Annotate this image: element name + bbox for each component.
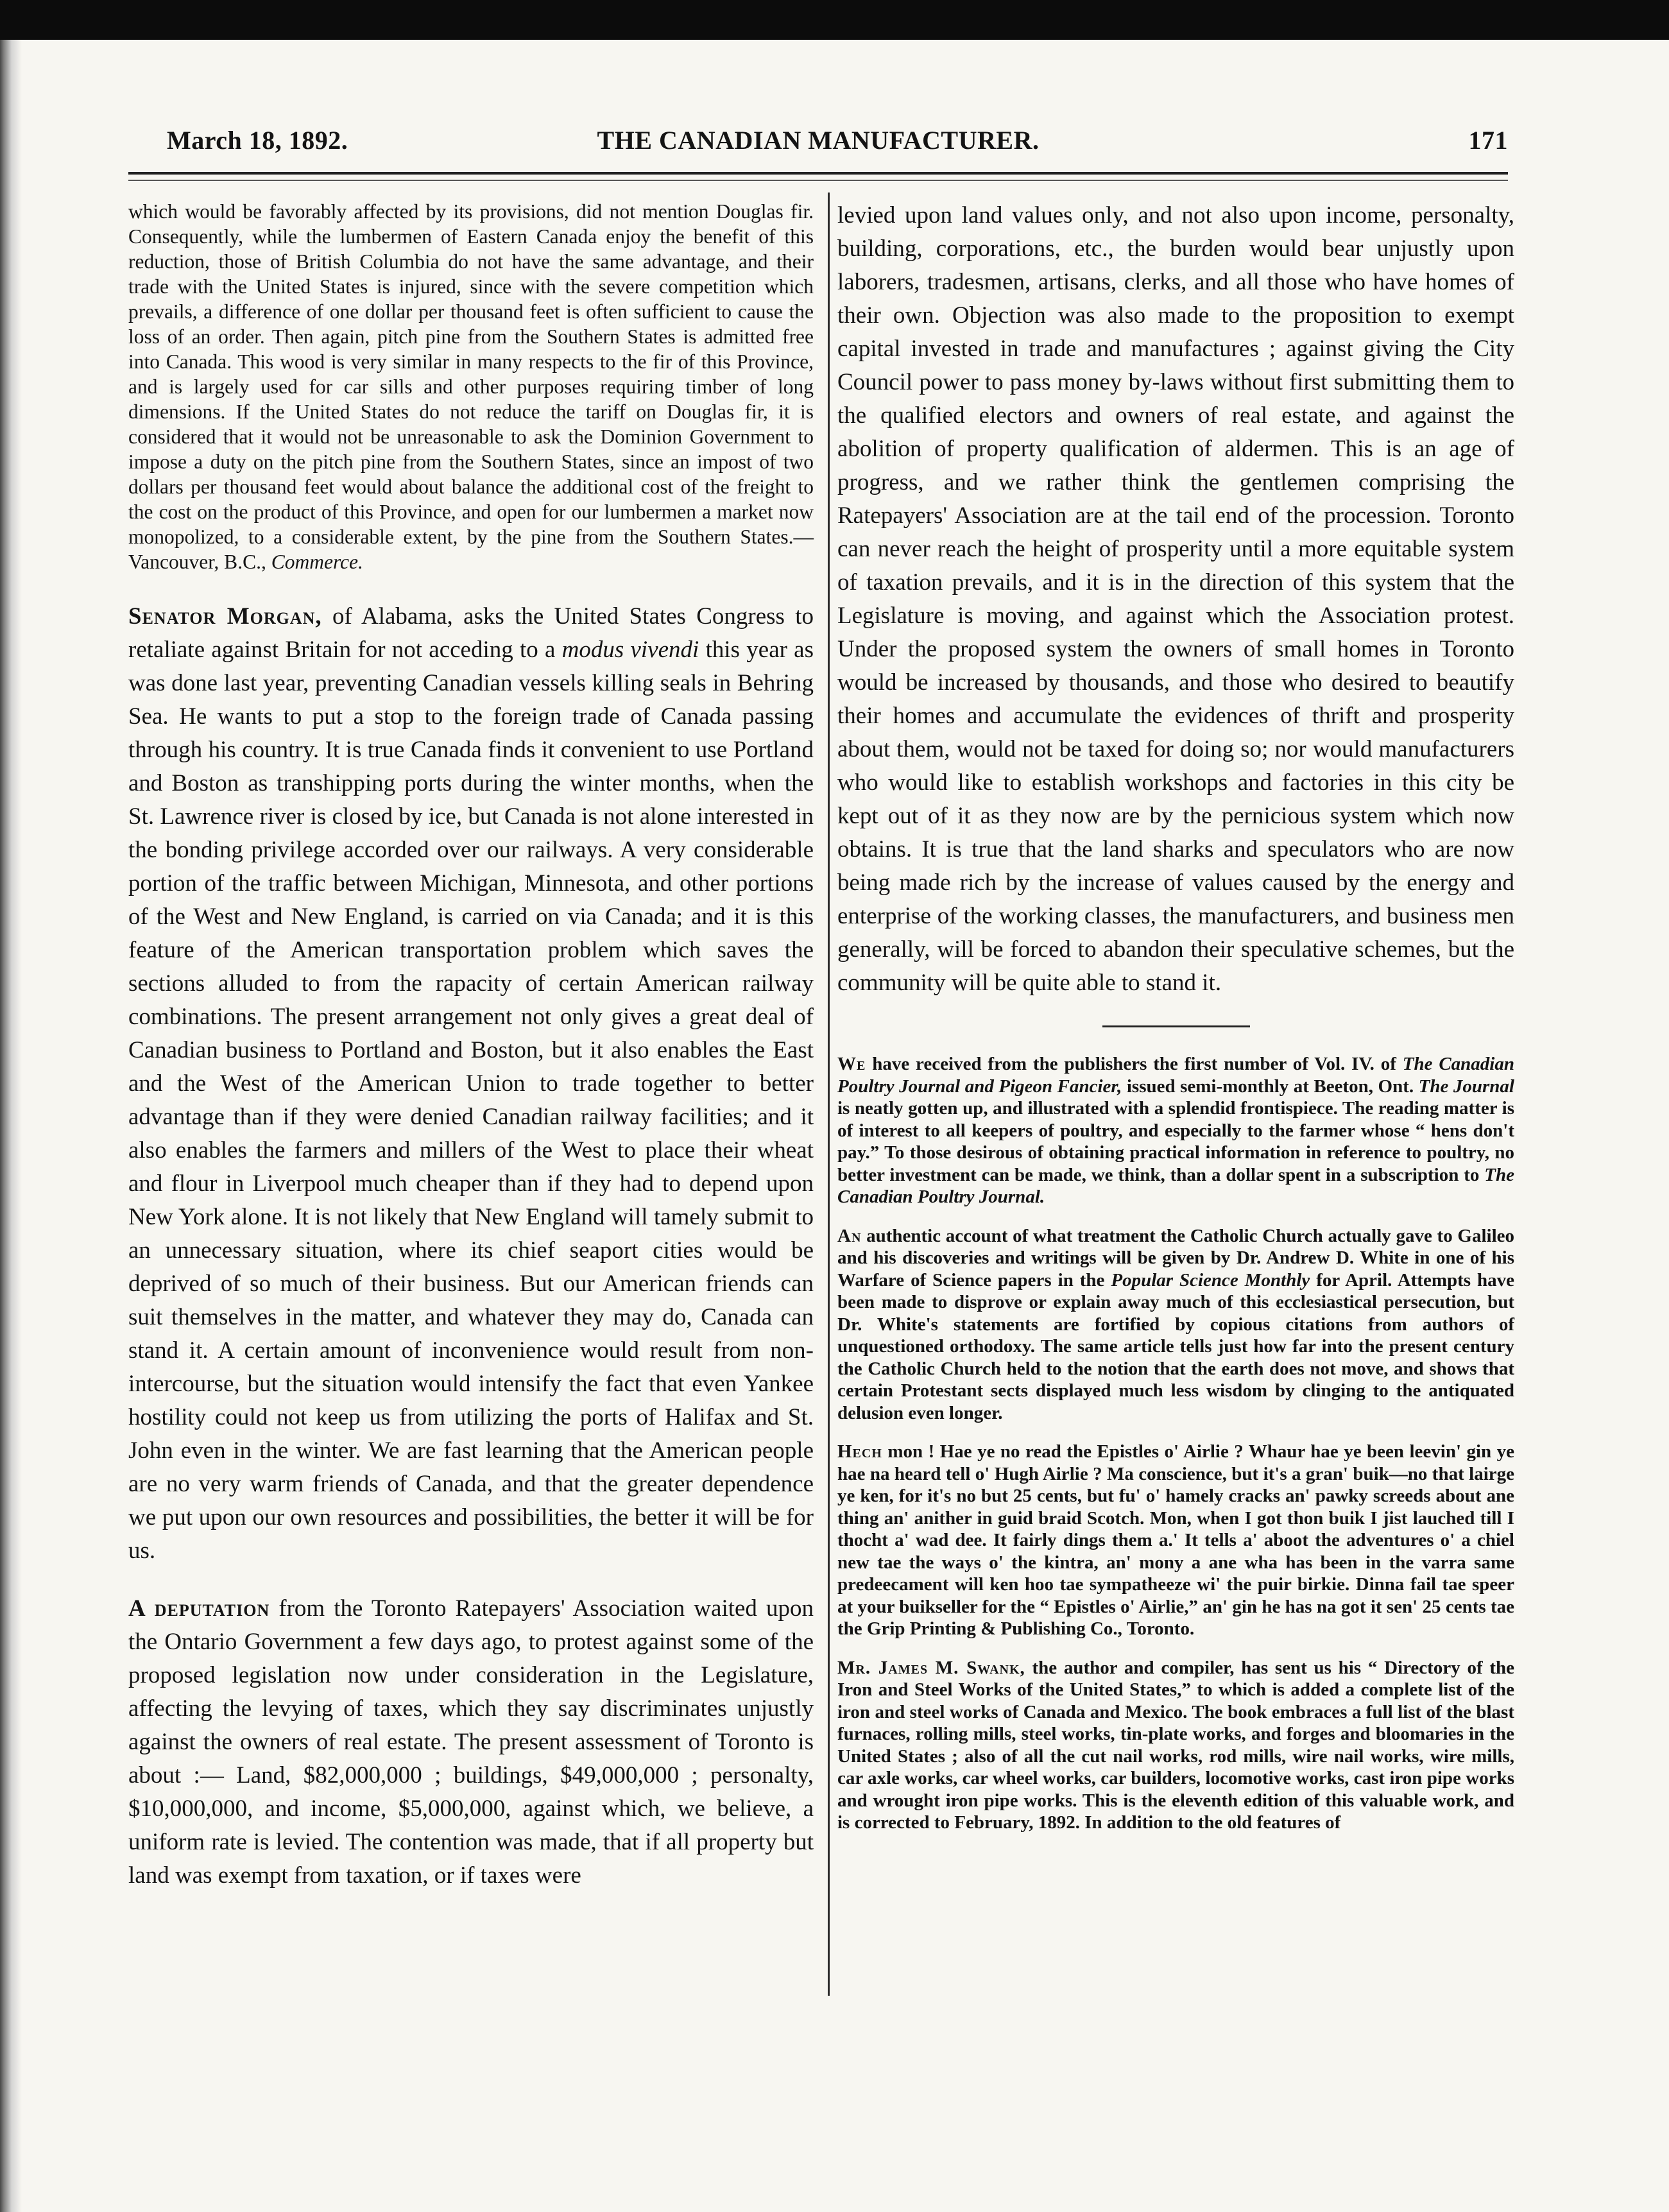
notice-galileo [837, 1225, 1514, 1425]
article-deputation-continued: levied upon land values only, and not also upon income, personalty, building, corporations, etc., the burden would bear unjustly upon laborers, tradesmen, artisans, clerks, and all those who have homes of their own. Objection was also made to the proposition to exempt capital invested in trade and manufactures ; against giving the City Council power to pass money by-laws without first submitting them to the qualified electors and owners of real estate, and against the abolition of property qualification of aldermen. This is an age of progress, and we rather think the gentlemen comprising the Ratepayers' Association are at the tail end of the procession. Toronto can never reach the height of prosperity until a more equitable system of taxation prevails, and it is in the direction of this system that the Legislature is moving, and against which the Association protest. Under the proposed system the owners of small homes in Toronto would be increased by thousands, and those who desired to beautify their homes and accumulate the evidences of thrift and prosperity about them, would not be taxed for doing so; nor would manufacturers who would like to establish workshops and factories in this city be kept out of it as they now are by the pernicious system which now obtains. It is true that the land sharks and speculators who are now being made rich by the increase of values caused by the energy and enterprise of the working classes, the manufacturers, and business men generally, will be forced to abandon their speculative schemes, but the community will be quite able to stand it. [837, 202, 1514, 996]
notice-poultry-journal-italic-2: The Journal [1418, 1076, 1514, 1097]
notice-poultry-journal-text-a: have received from the publishers the first number of Vol. IV. of [866, 1054, 1403, 1074]
left-column [128, 199, 814, 1892]
notice-iron-steel-directory-text: the author and compiler, has sent us his “ Directory of the Iron and Steel Works of the United States,” to which is added a complete list of the iron and steel works of Canada and Mexico. The book embraces a full list of the blast furnaces, rolling mills, steel works, tin-plate works, and forges and bloomaries in the United States ; also of all the cut nail works, rod mills, wire nail works, wire mills, car axle works, car wheel works, car builders, locomotive works, cast iron pipe works and wrought iron pipe works. This is the eleventh edition of this valuable work, and is corrected to February, 1892. In addition to the old features of [837, 1657, 1514, 1833]
scan-top-border [0, 0, 1669, 40]
column-divider [828, 193, 830, 1996]
notice-poultry-journal-italic-3: The Canadian Poultry Journal. [837, 1164, 1514, 1207]
page-header [128, 125, 1508, 164]
header-rule-thin [128, 180, 1508, 181]
notice-poultry-journal [837, 1053, 1514, 1208]
article-senator-morgan-text-a: of Alabama, asks the United States Congress to retaliate against Britain for not acceding to a [128, 603, 814, 663]
notice-poultry-journal-italic-1: The Canadian Poultry Journal and Pigeon Fancier, [837, 1054, 1514, 1097]
publication-title: THE CANADIAN MANUFACTURER. [597, 126, 1040, 155]
issue-date: March 18, 1892. [167, 126, 348, 155]
notice-iron-steel-directory-lead: Mr. James M. Swank, [837, 1657, 1025, 1678]
article-senator-morgan [128, 600, 814, 1568]
page-number: 171 [1468, 126, 1508, 155]
right-column [837, 199, 1514, 1834]
article-lumber-text: which would be favorably affected by its provisions, did not mention Douglas fir. Consequently, while the lumbermen of Eastern Canada enjoy the benefit of this reduction, those of British Columbia do not have the same advantage, and their trade with the United States is injured, since with the severe competition which prevails, a difference of one dollar per thousand feet is often sufficient to cause the loss of an order. Then again, pitch pine from the Southern States is admitted free into Canada. This wood is very similar in many respects to the fir of this Province, and is largely used for car sills and other purposes requiring timber of long dimensions. If the United States do not reduce the tariff on Douglas fir, it is considered that it would not be unreasonable to ask the Dominion Government to impose a duty on the pitch pine from the Southern States, since an impost of two dollars per thousand feet would about balance the additional cost of the freight to the cost on the product of this Province, and open for our lumbermen a market now monopolized, to a considerable extent, by the pine from the Southern States.—Vancouver, B.C., [128, 200, 814, 573]
article-deputation-lead: A deputation [128, 1595, 270, 1622]
notice-poultry-journal-text-c: is neatly gotten up, and illustrated with a splendid frontispiece. The reading matter is of interest to all keepers of poultry, and especially to the farmer whose “ hens don't pay.” To those desirous of obtaining practical information in reference to poultry, no better investment can be made, we think, than a dollar spent in a subscription to [837, 1098, 1514, 1185]
article-senator-morgan-text-b: this year as was done last year, preventing Canadian vessels killing seals in Behring Sea. He wants to put a stop to the foreign trade of Canada passing through his country. It is true Canada finds it convenient to use Portland and Boston as transhipping ports during the winter months, when the St. Lawrence river is closed by ice, but Canada is not alone interested in the bonding privilege accorded over our railways. A very considerable portion of the traffic between Michigan, Minnesota, and other portions of the West and New England, is carried on via Canada; and it is this feature of the American transportation problem which saves the sections alluded to from the rapacity of certain American railway combinations. The present arrangement not only gives a great deal of Canadian business to Portland and Boston, but it also enables the East and the West of the American Union to trade together to better advantage than if they were denied Canadian railway facilities; and it also enables the farmers and millers of the West to place their wheat and flour in Liverpool much cheaper than if they had to depend upon New York alone. It is not likely that New England will tamely submit to an unnecessary situation, where its chief seaport cities would be deprived of so much of their business. But our American friends can suit themselves in the matter, and whatever they may do, Canada can stand it. A certain amount of inconvenience would result from non-intercourse, but the situation would intensify the fact that even Yankee hostility could not keep us from utilizing the ports of Halifax and St. John even in the winter. We are fast learning that the American people are no very warm friends of Canada, and that the greater dependence we put upon our own resources and possibilities, the better it will be for us. [128, 637, 814, 1564]
article-lumber [128, 199, 814, 574]
notice-epistles-airlie-lead: Hech [837, 1441, 882, 1462]
header-rule [128, 172, 1508, 175]
notice-epistles-airlie [837, 1441, 1514, 1640]
notice-epistles-airlie-text: mon ! Hae ye no read the Epistles o' Airlie ? Whaur hae ye been leevin' gin ye hae na heard tell o' Hugh Airlie ? Ma conscience, but it's a gran' buik—no that lairge ye ken, for it's no but 25 cents, but fu' o' hamely cracks an' pawky screeds about ane thing an' anither in guid braid Scotch. Mon, when I got thon buik I jist lauched till I thocht a' wad dee. It fairly dings them a.' It tells a' aboot the adventures o' a chiel new tae the ways o' the kintra, an' mony a ane wha has been in the varra same predeecament will ken hoo tae sympatheeze wi' the puir birkie. Dinna fail tae speer at your buikseller for the “ Epistles o' Airlie,” an' gin he has na got it sen' 25 cents tae the Grip Printing & Publishing Co., Toronto. [837, 1441, 1514, 1639]
notice-galileo-text-b: for April. Attempts have been made to disprove or explain away much of this ecclesiastical persecution, but Dr. White's statements are fortified by copious citations from authors of unquestioned orthodoxy. The same article tells just how far into the present century the Catholic Church held to the notion that the earth does not move, and shows that certain Protestant sects displayed much less wisdom by clinging to the antiquated delusion even longer. [837, 1269, 1515, 1423]
article-deputation-text: from the Toronto Ratepayers' Association waited upon the Ontario Government a few days ago, to protest against some of the proposed legislation now under consideration in the Legislature, affecting the levying of taxes, which they say discriminates unjustly against the owners of real estate. The present assessment of Toronto is about :— Land, $82,000,000 ; buildings, $49,000,000 ; personalty, $10,000,000, and income, $5,000,000, against which, we believe, a uniform rate is levied. The contention was made, that if all property but land was exempt from taxation, or if taxes were [128, 1595, 814, 1889]
notice-iron-steel-directory [837, 1657, 1514, 1834]
notice-galileo-italic: Popular Science Monthly [1111, 1269, 1310, 1290]
article-senator-morgan-lead: Senator Morgan, [128, 603, 322, 630]
article-senator-morgan-italic: modus vivendi [561, 637, 699, 663]
notice-galileo-lead: An [837, 1225, 862, 1246]
scan-left-edge [0, 40, 22, 2212]
notice-poultry-journal-lead: We [837, 1054, 866, 1074]
notice-poultry-journal-text-b: issued semi-monthly at Beeton, Ont. [1122, 1076, 1419, 1097]
article-lumber-source: Commerce. [271, 551, 363, 573]
notice-galileo-text-a: authentic account of what treatment the Catholic Church actually gave to Galileo and his discoveries and writings will be given by Dr. Andrew D. White in one of his Warfare of Science papers in the [837, 1225, 1514, 1290]
section-divider [1102, 1025, 1250, 1027]
article-deputation [128, 1592, 814, 1892]
